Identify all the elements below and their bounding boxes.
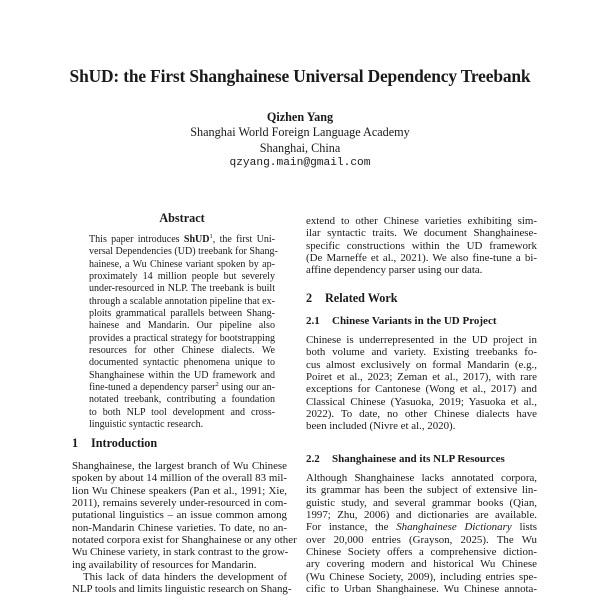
abstract-line: ploits grammatical parallels between Shang- [89,308,275,320]
introduction-body [72,460,297,596]
intro-line: spoken by about 14 million of the overall 83 mil- [72,472,287,485]
abstract-line: This paper introduces ShUD$^1$, the first Uni- [89,233,276,245]
abstract-line: proximately 14 million people but severely [89,271,275,283]
author-affiliation: Shanghai World Foreign Language Academy [190,125,410,140]
abstract-line: documented syntactic phenomena unique to [89,357,275,369]
abstract-line: notated treebank, contributing a foundation [89,394,275,406]
body-line: For instance, the Shanghainese Dictionary lists [306,521,537,534]
abstract-body [89,233,278,432]
author-block [0,110,600,171]
abstract-line: to both NLP tool development and cross- [89,406,275,418]
subsection-chinese-variants-body [306,334,537,433]
section-heading-introduction: 1 Introduction [72,436,158,450]
intro-line: non-Mandarin Chinese varieties. To date, no an- [72,521,287,534]
body-line: its grammar has been the subject of extensive lin- [306,484,537,497]
body-line: ary covering modern and historical Wu Chinese [306,558,537,571]
body-line: Poiret et al., 2023; Zeman et al., 2017), with rare [306,371,537,384]
abstract-line: hainese, a Wu Chinese variant spoken by ap- [89,258,275,270]
abstract-line: under-resourced in NLP. The treebank is built [89,283,275,295]
subsection-heading-chinese-variants: 2.1 Chinese Variants in the UD Project [306,315,497,327]
intro-line: This lack of data hinders the development of [83,571,287,584]
body-line: cific to Urban Shanghainese. Wu Chinese annota- [306,583,537,596]
dictionary-title: Shanghainese Dictionary [396,521,512,534]
abstract-line: resources for other Chinese dialects. We [89,345,275,357]
intro-line: ing availability of resources for Mandarin. [72,558,257,571]
footnote-marker[interactable]: 1 [209,233,213,240]
body-line: (Wu Chinese Society, 2009), including entries spe- [306,570,537,583]
intro-continuation-line: specific constructions within the UD framework [306,239,537,252]
body-line: Although Shanghainese lacks annotated corpora, [306,472,537,484]
subsection-heading-shanghainese-nlp: 2.2 Shanghainese and its NLP Resources [306,453,505,465]
intro-line: Wu Chinese variety, in stark contrast to the grow- [72,546,289,559]
intro-continuation [306,215,537,277]
body-line: Chinese Society offers a comprehensive diction- [306,546,537,559]
paper-title: ShUD: the First Shanghainese Universal Dependency Treebank [69,66,531,86]
body-line: been included (Nivre et al., 2020). [306,420,456,433]
intro-line: putational linguistics – an issue common among [72,509,287,522]
author-email[interactable]: qzyang.main@gmail.com [229,156,371,169]
abstract-line: through a scalable annotation pipeline that ex- [89,295,275,307]
abstract-line: hainese and Mandarin. Our pipeline also [89,320,275,332]
body-line: both volume and variety. Existing treebanks fo- [306,346,537,359]
section-heading-related-work: 2 Related Work [306,291,398,305]
footnote-marker[interactable]: 2 [215,381,219,389]
body-line: Chinese is underrepresented in the UD project in [306,334,537,346]
body-line: guistic study, and several grammar books (Qian, [306,496,537,509]
body-line: over 20,000 entries (Grayson, 2025). The Wu [306,533,537,546]
intro-continuation-line: affine dependency parser using our data. [306,264,483,277]
body-line: 2022). To date, no other Chinese dialects have [306,408,537,421]
abstract-heading: Abstract [159,211,205,225]
abstract-line: fine-tuned a dependency parser$^2$ using our an- [89,381,275,394]
intro-line: notated corpora exist for Shanghainese or any other [72,534,297,547]
abstract-line: Shanghainese within the UD framework and [89,369,275,381]
abstract-line: linguistic syntactic research. [89,419,204,431]
intro-continuation-line: extend to other Chinese varieties exhibiting sim- [306,215,537,227]
shud-name: ShUD [183,234,210,245]
author-location: Shanghai, China [259,140,341,155]
intro-line: 2011), remains severely under-resourced in com- [72,497,287,510]
intro-continuation-line: (De Marneffe et al., 2021). We also fine-tune a bi- [306,252,537,265]
body-line: 1997; Zhu, 2006) and dictionaries are available. [306,509,537,522]
intro-line: Shanghainese, the largest branch of Wu Chinese [72,460,287,472]
intro-continuation-line: ilar syntactic traits. We document Shanghainese- [306,227,537,240]
body-line: cus almost exclusively on formal Mandarin (e.g., [306,358,537,371]
body-line: exceptions for Cantonese (Wong et al., 2017) and [306,383,537,396]
subsection-shanghainese-nlp-body [306,472,537,595]
abstract-line: versal Dependencies (UD) treebank for Shang- [89,246,278,258]
author-name: Qizhen Yang [266,110,334,124]
body-line: Classical Chinese (Yasuoka, 2019; Yasuoka et al., [306,395,537,408]
intro-line: NLP tools and limits linguistic research on Shang- [72,583,292,596]
abstract-line: provides a practical strategy for bootstrapping [89,332,275,344]
intro-line: lion Wu Chinese speakers (Pan et al., 1991; Xie, [72,484,287,497]
